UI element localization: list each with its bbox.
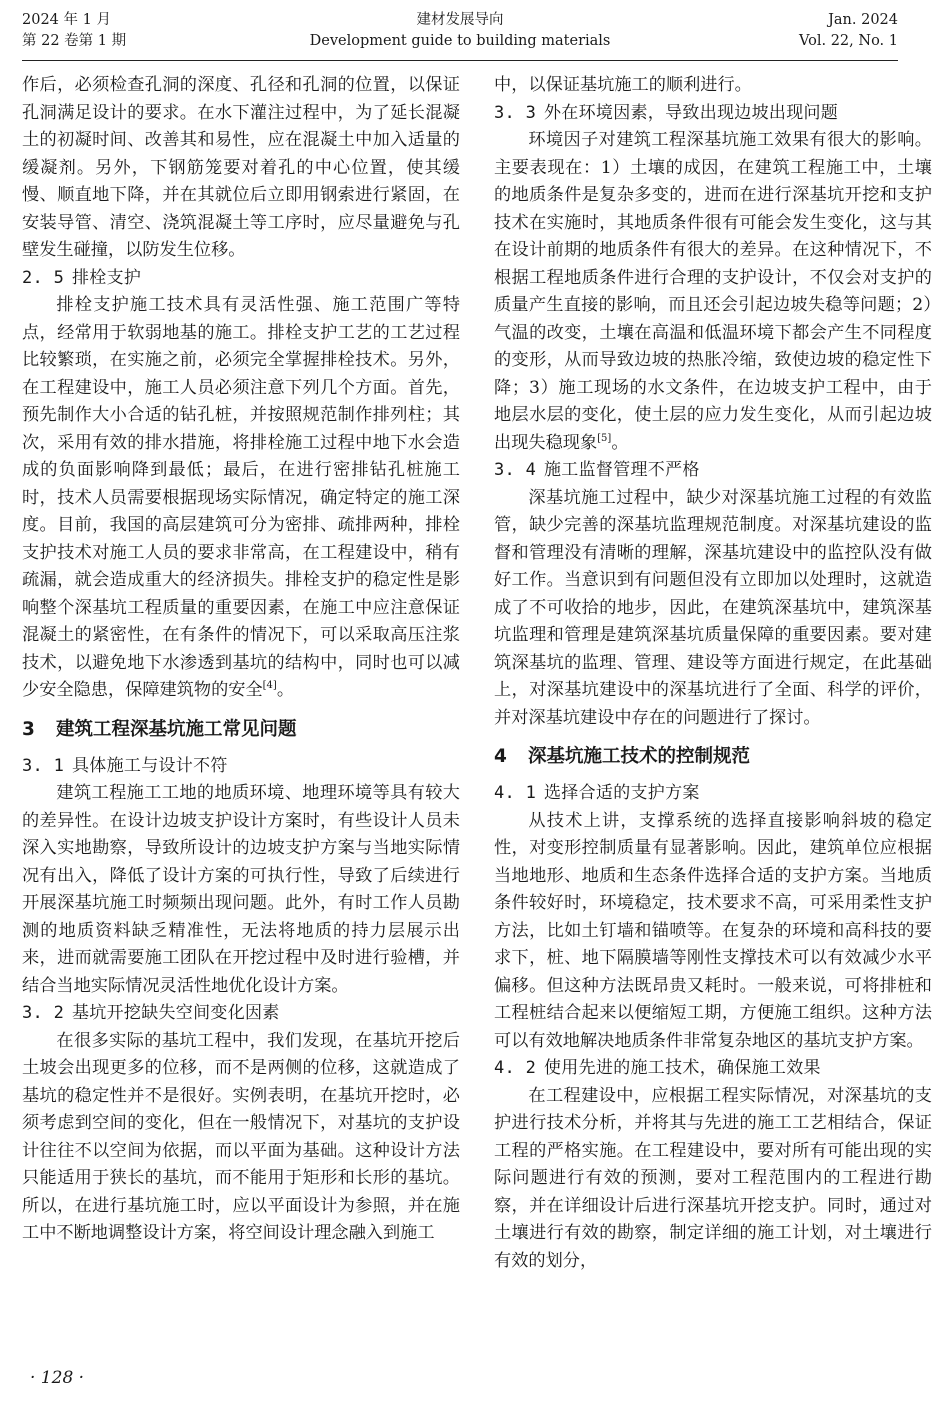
subsection-heading-3-2 bbox=[22, 1000, 460, 1028]
subsection-number: 3. 3 bbox=[494, 102, 537, 123]
citation-ref: [4] bbox=[262, 680, 277, 691]
paragraph-end: 。 bbox=[611, 432, 629, 453]
subsection-number: 4. 2 bbox=[494, 1058, 537, 1078]
paragraph bbox=[22, 292, 460, 705]
paragraph-text: 环境因子对建筑工程深基坑施工效果有很大的影响。主要表现在：1）土壤的成因，在建筑工程施工中，土壤的地质条件是复杂多变的，进而在进行深基坑开挖和支护技术在实施时，其地质条件很有可能会发生变化，这与其在设计前期的地质条件有很大的差异。在这种情况下，不根据工程地质条件进行合理的支护设计，不仅会对支护的质量产生直接的影响，而且还会引起边坡失稳等问题；2）气温的改变，土壤在高温和低温环境下都会产生不同程度的变形，从而导致边坡的热胀冷缩，致使边坡的稳定性下降；3）施工现场的水文条件，在边坡支护工程中，由于地层水层的变化，使土层的应力发生变化，从而引起边坡出现失稳现象 bbox=[494, 130, 932, 453]
journal-title-cn: 建材发展导向 bbox=[416, 12, 504, 28]
subsection-heading-4-1 bbox=[494, 780, 932, 808]
subsection-number: 4. 1 bbox=[494, 783, 537, 803]
subsection-title: 排栓支护 bbox=[72, 267, 142, 288]
subsection-title: 使用先进的施工技术，确保施工效果 bbox=[544, 1058, 821, 1078]
header-volume-en: Vol. 22, No. 1 bbox=[798, 33, 898, 49]
citation-ref: [5] bbox=[597, 432, 612, 444]
subsection-number: 3. 4 bbox=[494, 460, 537, 480]
section-number: 4 bbox=[494, 746, 507, 767]
subsection-heading-3-4 bbox=[494, 457, 932, 485]
subsection-number: 2. 5 bbox=[22, 267, 65, 288]
subsection-number: 3. 1 bbox=[22, 755, 65, 776]
paragraph: 从技术上讲，支撑系统的选择直接影响斜坡的稳定性，对变形控制质量有显著影响。因此，建筑单位应根据当地地形、地质和生态条件选择合适的支护方案。当地质条件较好时，环境稳定，技术要求不高，可采用柔性支护方法，比如土钉墙和锚喷等。在复杂的环境和高科技的要求下，桩、地下隔膜墙等刚性支撑技术可以有效减少水平偏移。但这种方法既昂贵又耗时。一般来说，可将排桩和工程桩结合起来以便缩短工期，方便施工组织。这种方法可以有效地解决地质条件非常复杂地区的基坑支护方案。 bbox=[494, 810, 932, 1051]
header-volume-cn: 第 22 卷第 1 期 bbox=[22, 33, 127, 49]
page-number: · 128 · bbox=[30, 1368, 85, 1388]
section-heading-4 bbox=[494, 742, 932, 772]
right-column bbox=[494, 72, 932, 1275]
left-column bbox=[22, 72, 460, 1248]
header-issue-en bbox=[799, 10, 898, 52]
subsection-heading-3-3 bbox=[494, 100, 932, 128]
subsection-title: 具体施工与设计不符 bbox=[72, 755, 228, 776]
section-title: 深基坑施工技术的控制规范 bbox=[528, 746, 751, 767]
paragraph: 建筑工程施工工地的地质环境、地理环境等具有较大的差异性。在设计边坡支护设计方案时，有些设计人员未深入实地勘察，导致所设计的边坡支护方案与当地实际情况有出入，降低了设计方案的可执行性，导致了后续进行开展深基坑施工时频频出现问题。此外，有时工作人员勘测的地质资料缺乏精准性，无法将地质的持力层展示出来，进而就需要施工团队在开挖过程中及时进行验槽，并结合当地实际情况灵活性地优化设计方案。 bbox=[22, 783, 460, 996]
subsection-title: 外在环境因素，导致出现边坡出现问题 bbox=[544, 102, 839, 123]
subsection-heading-4-2 bbox=[494, 1055, 932, 1083]
section-heading-3 bbox=[22, 715, 460, 745]
header-divider bbox=[22, 60, 898, 61]
subsection-number: 3. 2 bbox=[22, 1003, 65, 1023]
subsection-title: 选择合适的支护方案 bbox=[544, 783, 700, 803]
paragraph bbox=[494, 127, 932, 457]
header-date-en: Jan. 2024 bbox=[828, 12, 898, 28]
running-header bbox=[22, 0, 898, 62]
paragraph: 中，以保证基坑施工的顺利进行。 bbox=[494, 75, 752, 95]
header-journal-title bbox=[22, 10, 898, 52]
subsection-heading-3-1 bbox=[22, 753, 460, 781]
paragraph: 深基坑施工过程中，缺少对深基坑施工过程的有效监管，缺少完善的深基坑监理规范制度。对深基坑建设的监督和管理没有清晰的理解，深基坑建设中的监控队没有做好工作。当意识到有问题但没有立即加以处理时，这就造成了不可收拾的地步，因此，在建筑深基坑中，建筑深基坑监理和管理是建筑深基坑质量保障的重要因素。要对建筑深基坑的监理、管理、建设等方面进行规定，在此基础上，对深基坑建设中的深基坑进行了全面、科学的评价，并对深基坑建设中存在的问题进行了探讨。 bbox=[494, 487, 932, 728]
section-number: 3 bbox=[22, 718, 35, 740]
subsection-title: 施工监督管理不严格 bbox=[544, 460, 700, 480]
header-date-cn: 2024 年 1 月 bbox=[22, 12, 111, 28]
journal-title-en: Development guide to building materials bbox=[309, 33, 611, 49]
section-title: 建筑工程深基坑施工常见问题 bbox=[56, 718, 297, 740]
paragraph-text: 排栓支护施工技术具有灵活性强、施工范围广等特点，经常用于软弱地基的施工。排栓支护工艺的工艺过程比较繁琐，在实施之前，必须完全掌握排栓技术。另外，在工程建设中，施工人员必须注意下列几个方面。首先，预先制作大小合适的钻孔桩，并按照规范制作排列柱；其次，采用有效的排水措施，将排栓施工过程中地下水会造成的负面影响降到最低；最后，在进行密排钻孔桩施工时，技术人员需要根据现场实际情况，确定特定的施工深度。目前，我国的高层建筑可分为密排、疏排两种，排栓支护技术对施工人员的要求非常高，在工程建设中，稍有疏漏，就会造成重大的经济损失。排栓支护的稳定性是影响整个深基坑工程质量的重要因素，在施工中应注意保证混凝土的紧密性，在有条件的情况下，可以采取高压注浆技术，以避免地下水渗透到基坑的结构中，同时也可以减少安全隐患，保障建筑物的安全 bbox=[22, 295, 460, 700]
paragraph: 在工程建设中，应根据工程实际情况，对深基坑的支护进行技术分析，并将其与先进的施工工艺相结合，保证工程的严格实施。在工程建设中，要对所有可能出现的实际问题进行有效的预测，要对工程范围内的工程进行勘察，并在详细设计后进行深基坑开挖支护。同时，通过对土壤进行有效的勘察，制定详细的施工计划，对土壤进行有效的划分， bbox=[494, 1085, 932, 1271]
paragraph: 作后，必须检查孔洞的深度、孔径和孔洞的位置，以保证孔洞满足设计的要求。在水下灌注过程中，为了延长混凝土的初凝时间、改善其和易性，应在混凝土中加入适量的缓凝剂。另外，下钢筋笼要对着孔的中心位置，使其缓慢、顺直地下降，并在其就位后立即用钢索进行紧固，在安装导管、清空、浇筑混凝土等工序时，应尽量避免与孔壁发生碰撞，以防发生位移。 bbox=[22, 75, 460, 260]
paragraph-end: 。 bbox=[276, 680, 295, 700]
subsection-title: 基坑开挖缺失空间变化因素 bbox=[72, 1003, 280, 1023]
paragraph: 在很多实际的基坑工程中，我们发现，在基坑开挖后土坡会出现更多的位移，而不是两侧的位移，这就造成了基坑的稳定性并不是很好。实例表明，在基坑开挖时，必须考虑到空间的变化，但在一般情况下，对基坑的支护设计往往不以空间为依据，而以平面为基础。这种设计方法只能适用于狭长的基坑，而不能用于矩形和长形的基坑。所以，在进行基坑施工时，应以平面设计为参照，并在施工中不断地调整设计方案，将空间设计理念融入到施工 bbox=[22, 1030, 460, 1243]
subsection-heading-2-5 bbox=[22, 265, 460, 293]
